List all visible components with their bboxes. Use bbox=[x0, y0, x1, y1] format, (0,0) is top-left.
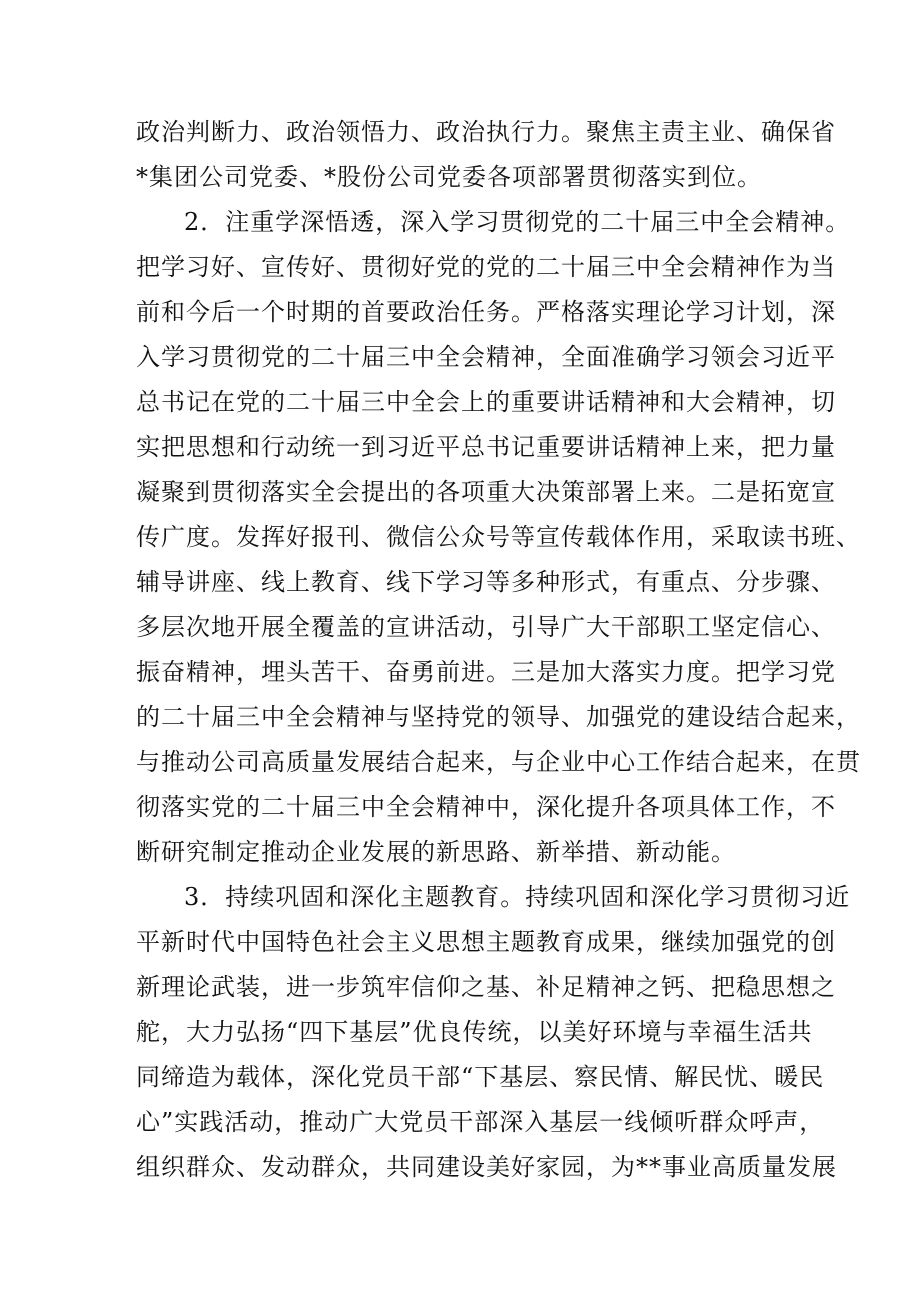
paragraph-2 bbox=[136, 200, 861, 875]
text-line: 与推动公司高质量发展结合起来，与企业中心工作结合起来，在贯 bbox=[136, 748, 861, 776]
text-line: 总书记在党的二十届三中全会上的重要讲话精神和大会精神，切 bbox=[136, 388, 836, 416]
text-line: 彻落实党的二十届三中全会精神中，深化提升各项具体工作，不 bbox=[136, 793, 836, 821]
text-line: 舵，大力弘扬“四下基层”优良传统，以美好环境与幸福生活共 bbox=[136, 1018, 813, 1046]
text-line: 心”实践活动，推动广大党员干部深入基层一线倾听群众呼声， bbox=[136, 1108, 825, 1136]
text-line: 振奋精神，埋头苦干、奋勇前进。三是加大落实力度。把学习党 bbox=[136, 658, 836, 686]
text-line: 把学习好、宣传好、贯彻好党的党的二十届三中全会精神作为当 bbox=[136, 253, 836, 281]
text-line: 2．注重学深悟透，深入学习贯彻党的二十届三中全会精神。 bbox=[184, 208, 851, 236]
text-line: 的二十届三中全会精神与坚持党的领导、加强党的建设结合起来， bbox=[136, 703, 861, 731]
text-line: 平新时代中国特色社会主义思想主题教育成果，继续加强党的创 bbox=[136, 928, 836, 956]
paragraph-3 bbox=[136, 875, 851, 1190]
text-line: 实把思想和行动统一到习近平总书记重要讲话精神上来，把力量 bbox=[136, 433, 836, 461]
text-line: 传广度。发挥好报刊、微信公众号等宣传载体作用，采取读书班、 bbox=[136, 523, 861, 551]
text-line: 3．持续巩固和深化主题教育。持续巩固和深化学习贯彻习近 bbox=[184, 883, 851, 911]
text-line: 同缔造为载体，深化党员干部“下基层、察民情、解民忧、暖民 bbox=[136, 1063, 825, 1091]
text-line: *集团公司党委、*股份公司党委各项部署贯彻落实到位。 bbox=[136, 163, 762, 191]
text-line: 断研究制定推动企业发展的新思路、新举措、新动能。 bbox=[136, 838, 736, 866]
text-line: 多层次地开展全覆盖的宣讲活动，引导广大干部职工坚定信心、 bbox=[136, 613, 836, 641]
text-line: 前和今后一个时期的首要政治任务。严格落实理论学习计划，深 bbox=[136, 298, 836, 326]
text-line: 凝聚到贯彻落实全会提出的各项重大决策部署上来。二是拓宽宣 bbox=[136, 478, 836, 506]
document-body bbox=[136, 110, 861, 1190]
text-line: 组织群众、发动群众，共同建设美好家园，为**事业高质量发展 bbox=[136, 1153, 837, 1181]
text-line: 入学习贯彻党的二十届三中全会精神，全面准确学习领会习近平 bbox=[136, 343, 836, 371]
text-line: 辅导讲座、线上教育、线下学习等多种形式，有重点、分步骤、 bbox=[136, 568, 836, 596]
text-line: 新理论武装，进一步筑牢信仰之基、补足精神之钙、把稳思想之 bbox=[136, 973, 836, 1001]
text-line: 政治判断力、政治领悟力、政治执行力。聚焦主责主业、确保省 bbox=[136, 118, 836, 146]
paragraph-1 bbox=[136, 110, 836, 200]
